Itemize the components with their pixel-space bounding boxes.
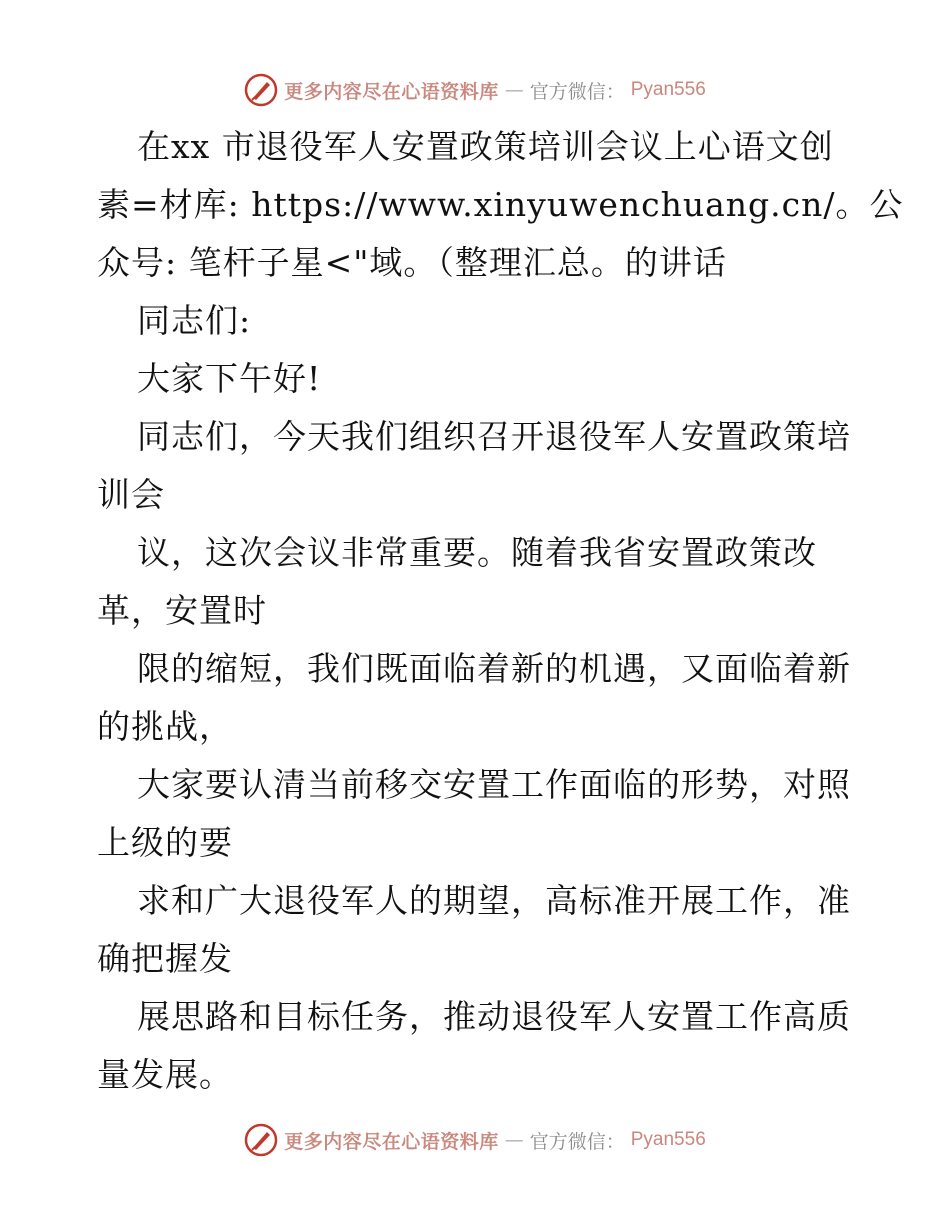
text-line: 量发展。 [97,1055,233,1094]
text-line: 训会 [97,475,165,514]
text-line: 上级的要 [97,823,233,862]
quill-logo-icon [244,1123,278,1157]
text-line: 展思路和目标任务，推动退役军人安置工作高质 [137,997,851,1036]
document-body [97,118,904,1104]
text-line: 的挑战， [97,707,233,746]
banner-separator: — [504,1129,524,1151]
text-line: 众号: 笔杆子星<"域。（整理汇总。的讲话 [97,243,727,282]
text-line: 限的缩短，我们既面临着新的机遇，又面临着新 [137,649,851,688]
text-line: 大家要认清当前移交安置工作面临的形势，对照 [137,765,851,804]
text-line: 同志们，今天我们组织召开退役军人安置政策培 [137,417,851,456]
text-line: 大家下午好! [137,359,322,398]
quill-logo-icon [244,73,278,107]
banner-separator: — [504,79,524,101]
header-banner [0,70,950,110]
banner-title: 更多内容尽在心语资料库 [284,80,499,103]
banner-wechat-id: Pyan556 [630,1129,706,1150]
text-line: 议，这次会议非常重要。随着我省安置政策改 [137,533,817,572]
footer-banner [0,1120,950,1160]
text-line: 求和广大退役军人的期望，高标准开展工作，准 [137,881,851,920]
banner-wechat-label: 官方微信： [529,1130,625,1153]
text-line: 素=材库: https://www.xinyuwenchuang.cn/。公 [97,185,904,224]
banner-wechat-label: 官方微信： [529,80,625,103]
banner-wechat-id: Pyan556 [630,79,706,100]
text-line: 同志们: [137,301,252,340]
text-line: 革，安置时 [97,591,267,630]
banner-title: 更多内容尽在心语资料库 [284,1130,499,1153]
text-line: 确把握发 [97,939,233,978]
text-line: 在xx 市退役军人安置政策培训会议上心语文创 [137,127,834,166]
